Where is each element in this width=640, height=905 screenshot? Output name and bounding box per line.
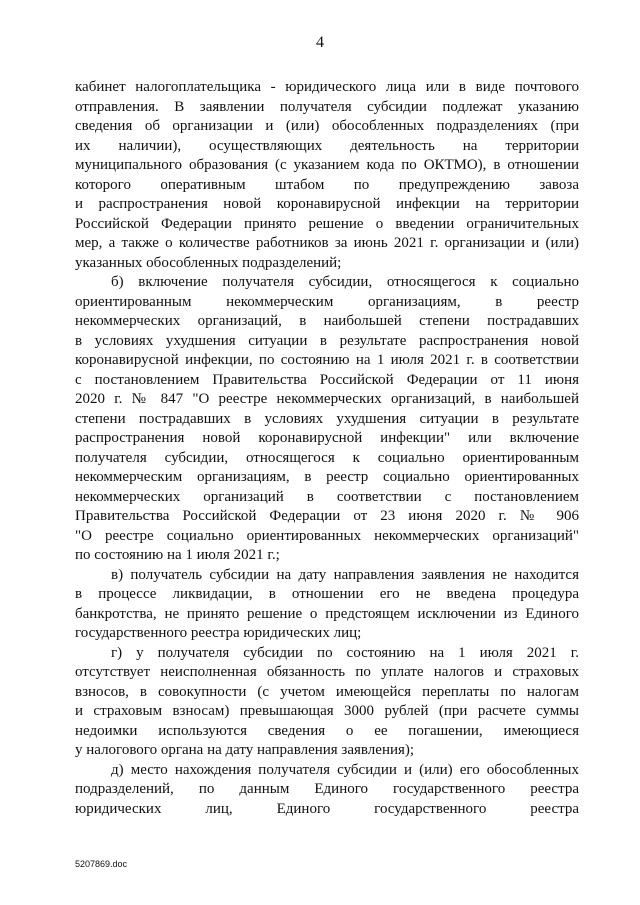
text-line: некоммерческих организаций, в наибольшей степени пострадавших — [75, 313, 579, 329]
text-line: некоммерческим организациям, в реестр социально ориентированных — [75, 469, 579, 485]
text-line: по состоянию на 1 июля 2021 г.; — [75, 547, 280, 563]
text-line: кабинет налогоплательщика - юридического лица или в виде почтового — [75, 79, 579, 95]
text-line: г) у получателя субсидии по состоянию на 1 июля 2021 г. — [111, 644, 579, 661]
text-line: получателя субсидии, относящегося к социально ориентированным — [75, 449, 579, 466]
text-line: юридических лиц, Единого государственного реестра — [75, 800, 579, 817]
document-body — [75, 78, 579, 819]
text-line: в) получатель субсидии на дату направления заявления не находится — [111, 566, 579, 583]
text-line: отсутствует неисполненная обязанность по уплате налогов и страховых — [75, 664, 579, 680]
text-line: и распространения новой коронавирусной инфекции на территории — [75, 196, 579, 212]
text-line: отправления. В заявлении получателя субсидии подлежат указанию — [75, 98, 579, 115]
text-line: "О реестре социально ориентированных некоммерческих организаций" — [75, 527, 579, 544]
text-line: государственного реестра юридических лиц; — [75, 625, 362, 641]
text-line: указанных обособленных подразделений; — [75, 254, 342, 271]
text-line: д) место нахождения получателя субсидии и (или) его обособленных — [111, 761, 579, 778]
text-line: мер, а также о количестве работников за июнь 2021 г. организации и (или) — [75, 235, 579, 251]
text-line: взносов, в совокупности (с учетом имеющейся переплаты по налогам — [75, 683, 579, 700]
paragraph — [75, 566, 579, 644]
paragraph — [75, 761, 579, 820]
text-line: которого оперативным штабом по предупреждению завоза — [75, 176, 579, 193]
text-line: ориентированным некоммерческим организациям, в реестр — [75, 293, 579, 310]
text-line: банкротства, не принято решение о предстоящем исключении из Единого — [75, 605, 579, 622]
page-number: 4 — [316, 34, 324, 51]
text-line: сведения об организации и (или) обособленных подразделениях (при — [75, 118, 579, 134]
text-line: Правительства Российской Федерации от 23 июня 2020 г. № 906 — [75, 508, 579, 524]
paragraph — [75, 273, 579, 566]
text-line: их наличии), осуществляющих деятельность на территории — [75, 137, 579, 154]
text-line: недоимки используются сведения о ее погашении, имеющиеся — [75, 722, 579, 739]
text-line: степени пострадавших в условиях ухудшения ситуации в результате — [75, 410, 579, 427]
text-line: с постановлением Правительства Российской Федерации от 11 июня — [75, 371, 579, 388]
paragraph — [75, 78, 579, 273]
text-line: 2020 г. № 847 "О реестре некоммерческих организаций, в наибольшей — [75, 391, 579, 407]
text-line: Российской Федерации принято решение о введении ограничительных — [75, 215, 579, 232]
text-line: в условиях ухудшения ситуации в результате распространения новой — [75, 332, 579, 349]
text-line: некоммерческих организаций в соответствии с постановлением — [75, 488, 579, 505]
text-line: коронавирусной инфекции, по состоянию на 1 июля 2021 г. в соответствии — [75, 352, 579, 368]
text-line: в процессе ликвидации, в отношении его не введена процедура — [75, 586, 579, 602]
text-line: и страховым взносам) превышающая 3000 рублей (при расчете суммы — [75, 703, 579, 719]
text-line: распространения новой коронавирусной инфекции" или включение — [75, 430, 579, 446]
text-line: муниципального образования (с указанием кода по ОКТМО), в отношении — [75, 157, 579, 173]
text-line: подразделений, по данным Единого государственного реестра — [75, 781, 579, 797]
footer-filename: 5207869.doc — [75, 859, 128, 869]
paragraph — [75, 644, 579, 761]
text-line: у налогового органа на дату направления заявления); — [75, 742, 415, 758]
text-line: б) включение получателя субсидии, относящегося к социально — [111, 274, 579, 290]
